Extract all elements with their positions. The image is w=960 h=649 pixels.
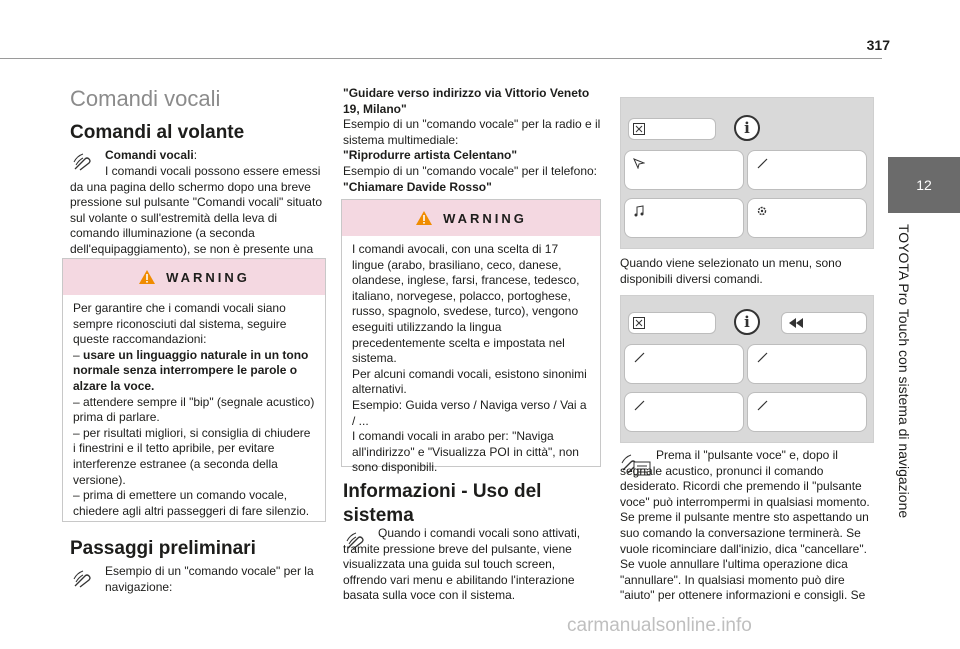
phone-icon <box>756 157 768 169</box>
dismiss-icon <box>633 317 645 329</box>
intro-text: I comandi vocali possono essere emessi da una pagina dello schermo dopo una breve pressione sul pulsante "Comandi vocali" situato sul volante o sull'estremità della leva di comando illuminazione (a seconda dell'equipaggiamento), se non è presente una <box>70 164 322 256</box>
screen-button-command-3[interactable] <box>624 392 744 432</box>
header-divider <box>0 58 882 59</box>
info-icon[interactable]: i <box>734 115 760 141</box>
warning2-text3: Esempio: Guida verso / Naviga verso / Vai a / ... <box>352 397 587 428</box>
screen-button-command-2[interactable] <box>747 344 867 384</box>
section-heading-info: Informazioni - Uso del sistema <box>343 481 542 526</box>
warning1-bullet-2: – attendere sempre il "bip" (segnale acustico) prima di parlare. <box>73 394 315 425</box>
dash: – <box>73 347 84 362</box>
voice-prompt-icon <box>633 399 645 411</box>
example-radio: "Riprodurre artista Celentano" <box>343 148 518 163</box>
example-nav: "Guidare verso indirizzo via Vittorio Veneto 19, Milano" <box>343 86 590 116</box>
warning-box-2 <box>341 199 601 475</box>
voice-help-text: Prema il "pulsante voce" e, dopo il segnale acustico, pronunci il comando desiderato. Ricordi che premendo il "pulsante voce" può interrompermi in qualsiasi momento. Se preme il pulsante mentre sto aspettando un suo comando la conversazione terminerà. Se vuole ricominciare dall'inizio, dica "cancellare". Se vuole annullare l'ultima operazione dica "annullare". In qualsiasi momento può dire "aiuto" per ottenere informazioni e consigli. Se <box>620 448 870 603</box>
example-radio-intro: Esempio di un "comando vocale" per la radio e il sistema multimediale: <box>343 117 601 147</box>
main-heading: Comandi vocali <box>70 86 221 111</box>
screen-button-command-4[interactable] <box>747 392 867 432</box>
screen-illustration-2 <box>620 295 874 443</box>
warning-label-1: WARNING <box>166 269 250 285</box>
caption-menu: Quando viene selezionato un menu, sono disponibili diversi comandi. <box>620 256 842 286</box>
screen-button-media[interactable] <box>624 198 744 238</box>
warning-triangle-icon <box>138 269 156 285</box>
navigation-arrow-icon <box>633 157 645 169</box>
info-text: Quando i comandi vocali sono attivati, tramite pressione breve del pulsante, viene visualizzata una guida sul touch screen, offrendo vari menu e abilitando l'interazione basata sulla voce con il sistema. <box>343 526 581 603</box>
intro-colon: : <box>193 148 198 162</box>
warning-body-1 <box>63 295 325 527</box>
warning-label-2: WARNING <box>443 210 527 226</box>
example-phone: "Chiamare Davide Rosso" <box>343 179 492 194</box>
side-title <box>896 224 920 554</box>
intro-line <box>105 148 325 164</box>
warning2-text2: Per alcuni comandi vocali, esistono sinonimi alternativi. <box>352 366 587 397</box>
warning1-bullet-1 <box>73 348 315 395</box>
intro-bold: Comandi vocali <box>105 148 194 162</box>
side-title-text: TOYOTA Pro Touch con sistema di navigazione <box>896 224 912 519</box>
voice-prompt-icon <box>633 351 645 363</box>
screen-button-phone[interactable] <box>747 150 867 190</box>
info-icon[interactable]: i <box>734 309 760 335</box>
section-heading-preliminary: Passaggi preliminari <box>70 538 256 559</box>
rewind-back-icon <box>788 318 804 328</box>
warning2-text4: I comandi vocali in arabo per: "Naviga all'indirizzo" e "Visualizza POI in città", non sono disponibili. <box>352 429 579 475</box>
screen-button-navigation[interactable] <box>624 150 744 190</box>
screen-button-command-1[interactable] <box>624 344 744 384</box>
chapter-tab[interactable]: 12 <box>888 157 960 213</box>
warning-header-2 <box>342 200 600 236</box>
section-heading-steering: Comandi al volante <box>70 122 245 143</box>
warning-triangle-icon <box>415 210 433 226</box>
warning-box-1 <box>62 258 326 522</box>
music-note-icon <box>633 205 645 217</box>
examples-block <box>343 86 601 195</box>
preliminary-text: Esempio di un "comando vocale" per la navigazione: <box>105 564 314 594</box>
screen-topbar-back[interactable] <box>781 312 867 334</box>
warning1-b1-bold: usare un linguaggio naturale in un tono normale senza interrompere le parole o alzare la voce. <box>73 347 309 393</box>
screen-topbar <box>628 312 716 334</box>
voice-prompt-icon <box>756 399 768 411</box>
screen-illustration-1 <box>620 97 874 249</box>
example-phone-intro: Esempio di un "comando vocale" per il telefono: <box>343 163 597 178</box>
gear-icon <box>756 205 768 217</box>
watermark: carmanualsonline.info <box>567 615 752 636</box>
dismiss-icon <box>633 123 645 135</box>
warning-body-2 <box>342 236 600 484</box>
voice-command-icon <box>72 568 94 588</box>
warning2-text1: I comandi avocali, con una scelta di 17 lingue (arabo, brasiliano, ceco, danese, olandese, inglese, farsi, francese, tedesco, italiano, norvegese, polacco, portoghese, russo, spagnolo, svedese, turco), vengono eseguiti utilizzando la lingua precedentemente scelta e impostata nel sistema. <box>352 242 580 366</box>
voice-prompt-icon <box>756 351 768 363</box>
warning1-p1: Per garantire che i comandi vocali siano sempre riconosciuti dal sistema, seguire queste raccomandazioni: <box>73 301 287 347</box>
screen-topbar <box>628 118 716 140</box>
warning-header-1 <box>63 259 325 295</box>
screen-button-settings[interactable] <box>747 198 867 238</box>
warning1-bullet-4: – prima di emettere un comando vocale, chiedere agli altri passeggeri di fare silenzio. <box>73 488 310 518</box>
page-number: 317 <box>866 37 890 53</box>
warning1-bullet-3: – per risultati migliori, si consiglia di chiudere i finestrini e il tetto apribile, per evitare interferenze estranee (a seconda della versione). <box>73 425 311 487</box>
